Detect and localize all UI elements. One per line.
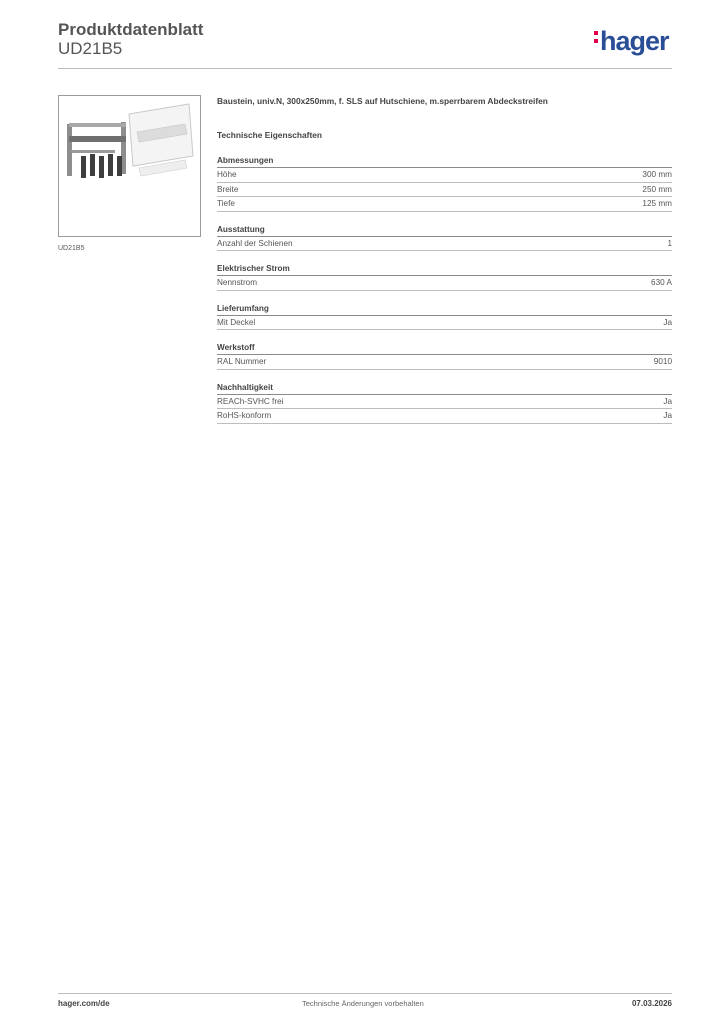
spec-row [217, 197, 672, 212]
frame-cross-bar [71, 150, 115, 153]
section-abmessungen [217, 156, 672, 212]
section-werkstoff [217, 343, 672, 370]
product-code-heading: UD21B5 [58, 39, 123, 58]
terminal [117, 156, 122, 176]
section-title: Ausstattung [217, 225, 672, 237]
section-ausstattung [217, 225, 672, 252]
spec-row [217, 237, 672, 252]
spec-row [217, 316, 672, 331]
spec-label: RAL Nummer [217, 357, 267, 366]
footer-divider [58, 993, 672, 994]
spec-row [217, 395, 672, 410]
spec-value: 250 mm [642, 184, 672, 194]
product-image [58, 95, 201, 237]
spec-row [217, 355, 672, 370]
spec-value: 630 A [651, 278, 672, 287]
tech-heading: Technische Eigenschaften [217, 130, 323, 140]
spec-value: 1 [667, 238, 672, 248]
section-title: Lieferumfang [217, 304, 672, 316]
logo-text: hager [600, 26, 669, 56]
product-illustration [59, 96, 200, 236]
section-lieferumfang [217, 304, 672, 331]
terminal [81, 156, 86, 178]
terminal-blocks [81, 154, 122, 178]
din-rail [69, 136, 126, 142]
footer-date: 07.03.2026 [631, 999, 672, 1008]
spec-value: Ja [663, 317, 672, 327]
terminal [99, 156, 104, 178]
spec-row [217, 409, 672, 424]
spec-label: REACh-SVHC frei [217, 396, 284, 406]
spec-value: Ja [663, 411, 672, 420]
spec-label: Mit Deckel [217, 317, 256, 327]
section-title: Werkstoff [217, 343, 672, 355]
header-divider [58, 68, 672, 69]
image-caption: UD21B5 [58, 245, 85, 252]
spec-row [217, 168, 672, 183]
footer-notice: Technische Änderungen vorbehalten [302, 999, 424, 1008]
spec-label: Breite [217, 184, 239, 194]
spec-row [217, 276, 672, 291]
spec-row [217, 183, 672, 198]
spec-label: Nennstrom [217, 278, 258, 287]
product-description: Baustein, univ.N, 300x250mm, f. SLS auf Hutschiene, m.sperrbarem Abdeckstreifen [217, 96, 548, 106]
terminal [108, 154, 113, 176]
spec-value: 9010 [653, 357, 672, 366]
section-nachhaltigkeit [217, 383, 672, 424]
terminal [90, 154, 95, 176]
logo-dots-icon [594, 27, 598, 47]
spec-label: RoHS-konform [217, 411, 272, 420]
spec-label: Anzahl der Schienen [217, 238, 293, 248]
page-title: Produktdatenblatt [58, 20, 204, 39]
footer-website-link[interactable]: hager.com/de [58, 999, 110, 1008]
section-title: Nachhaltigkeit [217, 383, 672, 395]
spec-label: Höhe [217, 170, 237, 179]
frame-top-bar [69, 123, 126, 127]
spec-value: 300 mm [642, 170, 672, 179]
section-title: Elektrischer Strom [217, 264, 672, 276]
spec-label: Tiefe [217, 199, 235, 208]
spec-value: Ja [663, 396, 672, 406]
section-title: Abmessungen [217, 156, 672, 168]
section-elektrischer-strom [217, 264, 672, 291]
product-details [217, 96, 672, 424]
hager-logo [594, 26, 669, 57]
spec-value: 125 mm [642, 199, 672, 208]
